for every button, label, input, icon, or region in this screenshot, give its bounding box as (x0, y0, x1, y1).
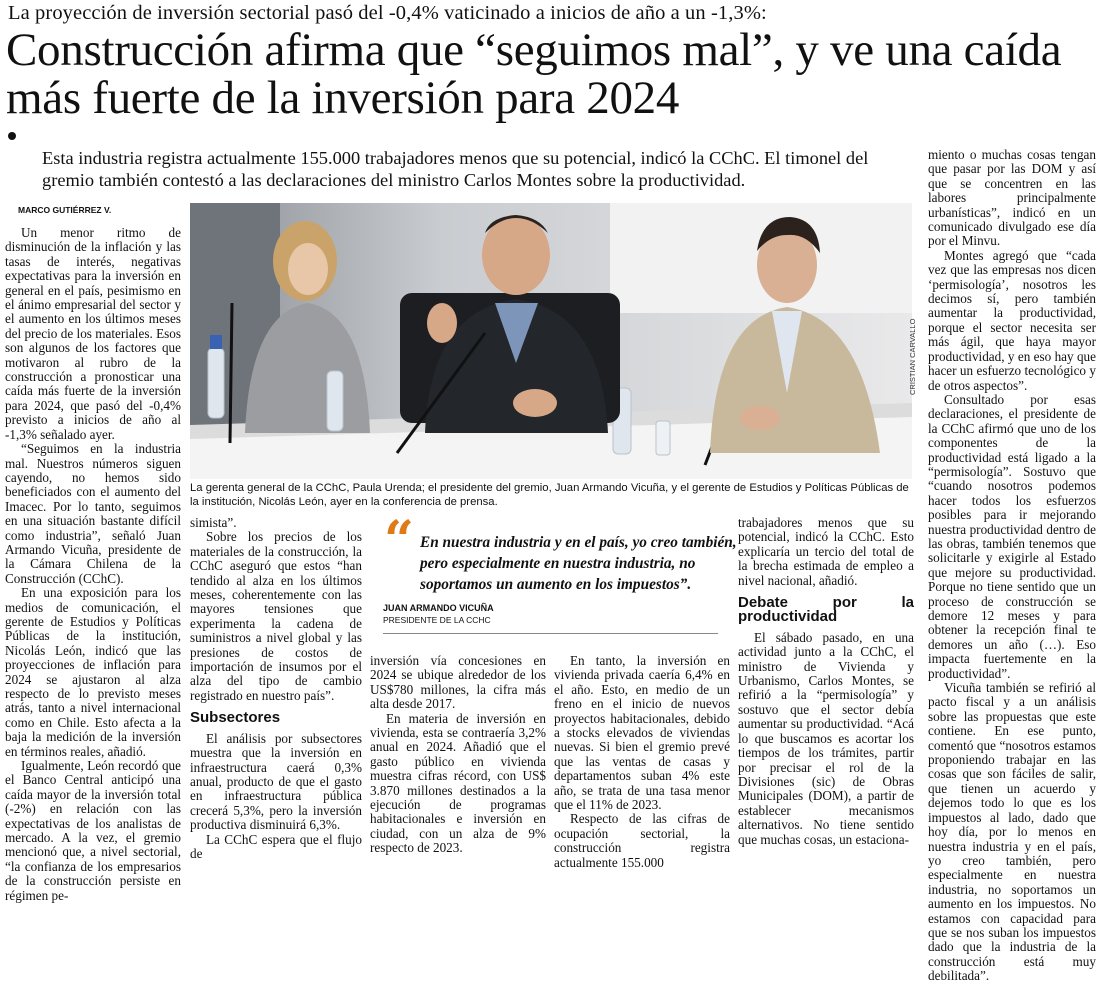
paragraph: Montes agregó que “cada vez que las empresas nos dicen ‘permisología’, nosotros les decimos sí, pero también aumentar la productividad, porque el sector necesita ser más ágil, que haya mayor productividad, y en eso hay que hacer un esfuerzo tecnológico y de otros aspectos”. (928, 247, 1096, 393)
column-1 (5, 226, 181, 903)
byline: MARCO GUTIÉRREZ V. (18, 205, 112, 215)
column-right (928, 148, 1096, 984)
paragraph: “Seguimos en la industria mal. Nuestros números siguen cayendo, no hemos sido beneficiados con el aumento del Imacec. Por lo tanto, seguimos en una situación bastante difícil como industria”, señaló Juan Armando Vicuña, presidente de la Cámara Chilena de la Construcción (CChC). (5, 441, 181, 586)
paragraph: En tanto, la inversión en vivienda privada caería 6,4% en el año. Esto, en medio de un freno en el inicio de nuevos proyectos habitacionales, debido a stocks elevados de viviendas nuevas. Si bien el gremio prevé que las ventas de casas y departamentos suban 4% este año, se trata de una tasa menor que el 11% de 2023. (554, 653, 730, 813)
photo-illustration (190, 203, 912, 479)
photo-credit: CRISTIAN CARVALLO (908, 318, 917, 395)
column-4 (554, 654, 730, 870)
column-5 (738, 516, 914, 847)
quote-mark-icon: “ (384, 510, 414, 571)
quote-author: JUAN ARMANDO VICUÑA (383, 603, 494, 613)
paragraph: Un menor ritmo de disminución de la inflación y las tasas de interés, negativas expectativas para la inversión en general en el país, pesimismo en el ánimo empresarial del sector y el aumento en los últimos meses del precio de los materiales. Esos son algunos de los factores que motivaron al rubro de la construcción a pronosticar una caída más fuerte de la inversión para 2024, que pasó del -0,4% previsto a inicios de año al -1,3% señalado ayer. (5, 225, 181, 442)
column-3 (370, 654, 546, 856)
paragraph: trabajadores menos que su potencial, indicó la CChC. Esto explicaría un tercio del total de la brecha estimada de empleo a nivel nacional, añadió. (738, 515, 914, 588)
subheading-debate: Debate por la productividad (738, 594, 914, 626)
paragraph: La CChC espera que el flujo de (190, 831, 362, 861)
divider (383, 633, 718, 634)
press-conference-photo (190, 203, 912, 479)
photo-caption: La gerenta general de la CChC, Paula Urenda; el presidente del gremio, Juan Armando Vicuña, y el gerente de Estudios y Políticas Públicas de la institución, Nicolás León, ayer en la conferencia de prensa. (190, 482, 909, 508)
paragraph: Sobre los precios de los materiales de la construcción, la CChC aseguró que estos “han tendido al alza en los últimos meses, coherentemente con las mayores tensiones que experimenta la cadena de suministros a nivel global y las presiones de costos de importación de insumos por el alza del tipo de cambio registrado en nuestro país”. (190, 529, 362, 703)
headline: Construcción afirma que “seguimos mal”, y ve una caída más fuerte de la inversión para 2024 (6, 24, 1062, 124)
paragraph: El sábado pasado, en una actividad junto a la CChC, el ministro de Vivienda y Urbanismo, Carlos Montes, se refirió a la “permisología” y sostuvo que el sector debía aumentar su productividad. “Acá lo que buscamos es acortar los tiempos de los trámites, partir por precisar el rol de la Divisiones (sic) de Obras Municipales (DOM), a partir de establecer mecanismos alternativos. No tiene sentido que muchas cosas, un estaciona- (738, 629, 914, 847)
paragraph: simista”. (190, 515, 237, 530)
paragraph: Igualmente, León recordó que el Banco Central anticipó una caída mayor de la inversión total (-2%) en relación con las expectativas de los analistas de mercado. A la vez, el gremio mencionó que, a nivel sectorial, “la confianza de los empresarios de la construcción persiste en régimen pe- (5, 758, 181, 903)
paragraph: El análisis por subsectores muestra que la inversión en infraestructura caerá 0,3% anual, producto de que el gasto en infraestructura pública crecerá 5,3%, pero la inversión productiva disminuirá 6,3%. (190, 730, 362, 833)
subheading-subsectores: Subsectores (190, 709, 281, 727)
pull-quote: En nuestra industria y en el país, yo creo también, pero especialmente en nuestra industria, no soportamos un aumento en los impuestos”. (420, 534, 737, 593)
paragraph: En una exposición para los medios de comunicación, el gerente de Estudios y Políticas Públicas de la institución, Nicolás León, indicó que las proyecciones de inflación para 2024 se ajustaron al alza respecto de lo previsto meses atrás, tanto a nivel internacional como en Chile. Esto afecta a la baja la medición de la inversión en términos reales, añadió. (5, 585, 181, 759)
column-2 (190, 516, 362, 861)
paragraph: Respecto de las cifras de ocupación sectorial, la construcción registra actualmente 155.000 (554, 811, 730, 870)
paragraph: En materia de inversión en vivienda, esta se contraería 3,2% anual en 2024. Añadió que el gasto público en vivienda muestra cifras récord, con US$ 3.870 millones destinados a la ejecución de programas habitacionales e inversión en ciudad, con un alza de 9% respecto de 2023. (370, 710, 546, 856)
paragraph: miento o muchas cosas tengan que pasar por las DOM y así que se concentren en las labores principalmente urbanísticas”, indicó en un comunicado divulgado ese día por el Minvu. (928, 147, 1096, 249)
kicker: La proyección de inversión sectorial pasó del -0,4% vaticinado a inicios de año a un -1,3%: (8, 2, 767, 24)
quote-author-role: PRESIDENTE DE LA CCHC (383, 615, 491, 625)
summary: Esta industria registra actualmente 155.000 trabajadores menos que su potencial, indicó la CChC. El timonel del gremio también contestó a las declaraciones del ministro Carlos Montes sobre la productividad. (42, 148, 869, 190)
paragraph: Vicuña también se refirió al pacto fiscal y a un análisis sobre las propuestas que este contiene. En ese punto, comentó que “nosotros estamos proponiendo trabajar en las cosas que son fáciles de salir, que tienen un acuerdo y dejemos todo lo que es los impuestos al lado, dado que hoy día, por lo menos en nuestra industria y en el país, yo creo también, pero especialmente en nuestra industria, no soportamos un aumento en los impuestos. No estamos con capacidad para que se nos suban los impuestos dado que la industria de la construcción está muy debilitada”. (928, 680, 1096, 984)
paragraph: inversión vía concesiones en 2024 se ubique alrededor de los US$780 millones, la cifra más alta desde 2017. (370, 653, 546, 712)
paragraph: Consultado por esas declaraciones, el presidente de la CChC afirmó que uno de los componentes de la productividad está ligado a la “permisología”. Sostuvo que “cuando nosotros podemos hacer todos los esfuerzos posibles para ir mejorando nuestra productividad dentro de las obras, también tenemos que solicitarle y exigirle al Estado que mejore su productividad. Porque no tiene sentido que un proceso de construcción se demore 12 meses y para obtener la recepción final te demores un año (…). Eso impacta fuertemente en la productividad”. (928, 391, 1096, 681)
bullet-icon (8, 132, 16, 140)
